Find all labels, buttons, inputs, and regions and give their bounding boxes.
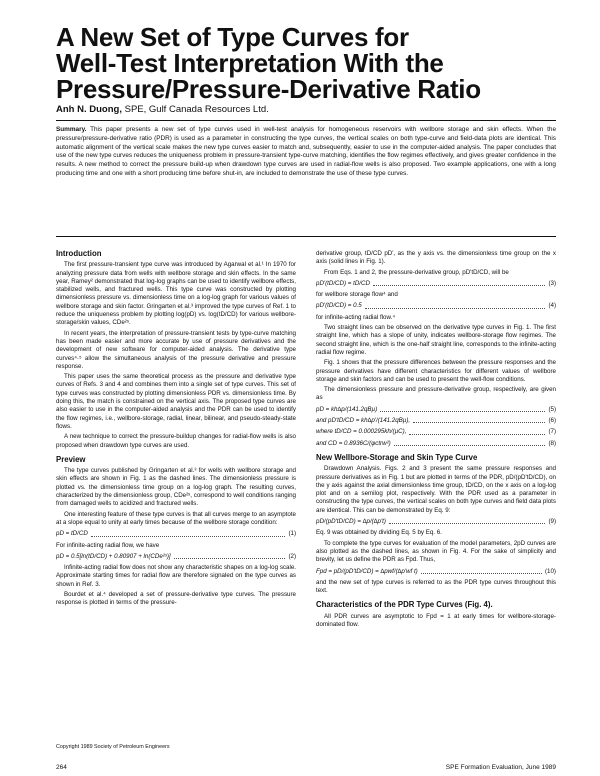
summary-label: Summary. [56, 126, 87, 133]
paragraph: Fig. 1 shows that the pressure differences between the pressure responses and the pressure derivatives have different characteristics for different values of wellbore storage and skin factors and can be used to present the well-flow conditions. [316, 359, 556, 383]
paragraph: Drawdown Analysis. Figs. 2 and 3 present the same pressure responses and pressure derivatives as in Fig. 1 but are plotted in terms of the PDR, pD/(pD'tD/CD), on the y axis against the axial dimensionless time group, tD/CD, on the x axis on a log-log plot and on a semilog plot, respectively. With the PDR used as a parameter in constructing the type curves, the vertical scales on both type curves and field data plots are identical. This can be demonstrated by Eq. 9: [316, 465, 556, 514]
equation-6: and pD'tD/CD = kh∆p'/(141.2qBµ), (6) [316, 417, 556, 425]
equation-2: pD = 0.5[ln(tD/CD) + 0.80907 + ln(CDe²ˢ)] (2) [56, 552, 296, 560]
paragraph: A new technique to correct the pressure-buildup changes for radial-flow wells is also proposed when drawdown type curves are used. [56, 433, 296, 449]
paragraph: for wellbore storage flow⁴ and [316, 291, 398, 299]
equation-9: pD/(pD'tD/CD) = ∆p/(∆p't) (9) [316, 518, 556, 526]
equation-3: pD'(tD/CD) = tD/CD (3) [316, 279, 556, 287]
equation-1: pD = tD/CD (1) [56, 530, 296, 538]
paragraph: Two straight lines can be observed on the derivative type curves in Fig. 1. The first straight line, which has a slope of unity, indicates wellbore-storage flow regimes. The second straight line, which is the one-half straight line, corresponds to the infinite-acting radial flow regime. [316, 324, 556, 356]
copyright-notice: Copyright 1989 Society of Petroleum Engineers [56, 744, 170, 750]
summary-rule [56, 236, 556, 237]
author-line [56, 104, 556, 115]
paragraph: The first pressure-transient type curve was introduced by Agarwal et al.¹ In 1970 for analyzing pressure data from wells with wellbore storage and skin effects. In the same year, Ramey² demonstrated that log-log graphs can be used to identify wellbore effects, stabilized wells, and fractured wells. This type curve was constructed by plotting dimensionless pressure vs. dimensionless time on a log-log graph for various values of wellbore storage and skin factor. Gringarten et al.³ improved the type curves of Ref. 1 to reduce the uniqueness problem by plotting log(pD) vs. log(tD/CD) for various wellbore-storage/skin values, CDe²ˢ. [56, 261, 296, 327]
top-rule [56, 120, 556, 121]
paragraph: Bourdet et al.⁴ developed a set of pressure-derivative type curves. The pressure response is plotted in terms of the pressure- [56, 590, 296, 607]
equation-10: Fpd = pD/(pD'tD/CD) = ∆pwf/(∆p'wf t) (10) [316, 567, 556, 575]
author-name: Anh N. Duong, [56, 104, 122, 115]
title-line: A New Set of Type Curves for [56, 22, 409, 52]
summary-text: This paper presents a new set of type curves used in well-test analysis for homogeneous reservoirs with wellbore storage and skin effects. When the pressure/pressure-derivative ratio (PDR) is used as a parameter in constructing the type curves, the vertical scales on both type-curve and field-data plots are identical. This automatic alignment of the vertical scale makes the new type curves easier to match and, subsequently, easier to use in the computer-aided analysis. The paper concludes that use of the new type curves reduces the uniqueness problem in pressure-transient type-curve matching, identifies the flow regimes effectively, and gives greater confidence in the results. A new method to correct the pressure build-up when drawdown type curves are used in radial-flow wells is also proposed. Two example applications, one with a long producing time and one with a short producing time before shut-in, are included to demonstrate the use of these type curves. [56, 126, 556, 177]
journal-footer: SPE Formation Evaluation, June 1989 [445, 764, 556, 771]
title-line: Well-Test Interpretation With the [56, 48, 444, 78]
paragraph: Eq. 9 was obtained by dividing Eq. 5 by Eq. 6. [316, 529, 442, 537]
title-line: Pressure/Pressure-Derivative Ratio [56, 74, 481, 104]
paragraph: for infinite-acting radial flow.⁴ [316, 313, 396, 321]
paragraph: From Eqs. 1 and 2, the pressure-derivative group, pD'tD/CD, will be [324, 268, 509, 276]
equation-5: pD = kh∆p/(141.2qBµ) (5) [316, 405, 556, 413]
equation-4: pD'(tD/CD) = 0.5 (4) [316, 302, 556, 310]
paragraph: The dimensionless pressure and pressure-derivative group, respectively, are given as [316, 386, 556, 402]
paper-title [56, 24, 556, 102]
equation-7: where tD/CD = 0.000295kh/(µC), (7) [316, 428, 556, 436]
summary-block [56, 126, 556, 179]
paragraph: In recent years, the interpretation of pressure-transient tests by type-curve matching has been made easier and more accurate by use of pressure derivatives and the development of new software for computer-aided analysis. The derivative type curves⁴·⁵ allow the simultaneous analysis of the pressure derivative and pressure response. [56, 329, 296, 370]
new-curve-heading: New Wellbore-Storage and Skin Type Curve [316, 452, 478, 462]
page-number: 264 [56, 764, 67, 771]
paragraph: To complete the type curves for evaluation of the model parameters, 2pD curves are also plotted as the dashed lines, as shown in Fig. 4. For the sake of simplicity and brevity, let us define the PDR as Fpd. Thus, [316, 539, 556, 564]
characteristics-heading: Characteristics of the PDR Type Curves (Fig. 4). [316, 600, 493, 610]
paragraph: For infinite-acting radial flow, we have [56, 541, 160, 549]
paragraph: This paper uses the same theoretical process as the pressure and derivative type curves of Refs. 3 and 4 and combines them into a single set of type curves. This set of type curves was constructed by plotting dimensionless PDR vs. dimensionless time. By doing this, the match is constrained on the vertical axis. The proposed type curves are also easier to use in the computer-aided analysis and the PDR can be used to identify the flow regimes, i.e., wellbore-storage, radial, linear, bilinear, and pseudo-steady-state flows. [56, 373, 296, 430]
paragraph: The type curves published by Gringarten et al.³ for wells with wellbore storage and skin effects are shown in Fig. 1 as the dashed lines. The dimensionless pressure is plotted vs. the dimensionless time group on a log-log graph. The resulting curves, characterized by the dimensionless group, CDe²ˢ, correspond to well conditions ranging from damaged wells to acidized and fractured wells. [56, 467, 296, 508]
paragraph: All PDR curves are asymptotic to Fpd = 1 at early times for wellbore-storage-dominated flow. [316, 612, 556, 628]
equation-8: and CD = 0.8936C/(φctrw²) (8) [316, 439, 556, 447]
paragraph: derivative group, tD/CD pD', as the y axis vs. the dimensionless time group on the x axis (solid lines in Fig. 1). [316, 250, 556, 266]
author-affiliation: SPE, Gulf Canada Resources Ltd. [121, 104, 269, 115]
right-column [316, 250, 556, 740]
intro-heading: Introduction [56, 250, 102, 258]
paragraph: Infinite-acting radial flow does not show any characteristic shapes on a log-log scale. Approximate starting times for radial flow are therefore signaled on the type curves as shown in Ref. 3. [56, 564, 296, 588]
left-column [56, 250, 296, 740]
preview-heading: Preview [56, 454, 86, 464]
paragraph: and the new set of type curves is referred to as the PDR type curves throughout this text. [316, 578, 556, 595]
paragraph: One interesting feature of these type curves is that all curves merge to an asymptote at a slope equal to unity at early times because of the wellbore storage condition: [56, 510, 296, 526]
